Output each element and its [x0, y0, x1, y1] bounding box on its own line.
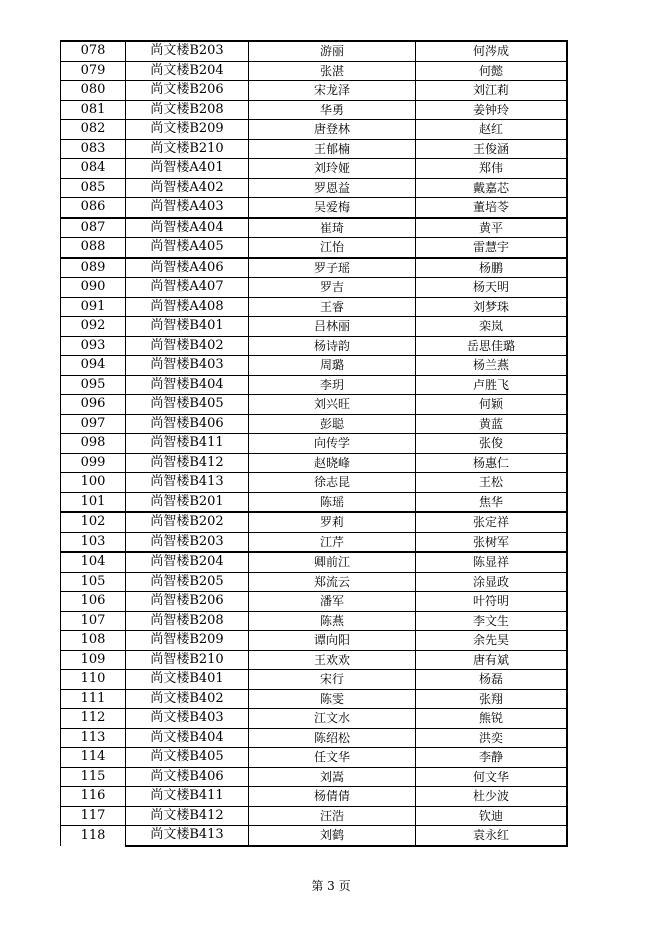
name-cell-2: 陈显祥 [416, 552, 568, 572]
room-cell: 尚智楼B202 [126, 512, 249, 532]
table-row [61, 395, 568, 415]
row-number: 081 [61, 100, 126, 120]
row-number: 085 [61, 178, 126, 198]
table-row [61, 100, 568, 120]
room-cell: 尚智楼B412 [126, 453, 249, 473]
room-cell: 尚智楼B411 [126, 434, 249, 454]
name-cell-1: 王欢欢 [249, 650, 416, 670]
table-row [61, 81, 568, 101]
room-cell: 尚智楼B208 [126, 611, 249, 631]
name-cell-1: 陈雯 [249, 689, 416, 709]
table-row [61, 453, 568, 473]
page-number: 第 3 页 [311, 879, 351, 893]
name-cell-1: 赵晓峰 [249, 453, 416, 473]
table-row [61, 611, 568, 631]
table-row [61, 120, 568, 140]
name-cell-2: 郑伟 [416, 159, 568, 179]
name-cell-2: 张俊 [416, 434, 568, 454]
table-row [61, 670, 568, 690]
table-row [61, 709, 568, 729]
name-cell-2: 何颖 [416, 395, 568, 415]
room-cell: 尚智楼B402 [126, 336, 249, 356]
row-number: 097 [61, 414, 126, 434]
room-cell: 尚智楼B413 [126, 473, 249, 493]
row-number: 094 [61, 356, 126, 376]
table-row [61, 806, 568, 826]
room-cell: 尚文楼B401 [126, 670, 249, 690]
row-number: 107 [61, 611, 126, 631]
room-cell: 尚智楼B205 [126, 572, 249, 592]
table-row [61, 238, 568, 258]
room-cell: 尚文楼B203 [126, 41, 249, 61]
name-cell-1: 彭聪 [249, 414, 416, 434]
row-number: 109 [61, 650, 126, 670]
table-row [61, 787, 568, 807]
name-cell-2: 戴嘉芯 [416, 178, 568, 198]
name-cell-1: 江文水 [249, 709, 416, 729]
room-cell: 尚智楼A405 [126, 238, 249, 258]
table-row [61, 297, 568, 317]
room-cell: 尚文楼B405 [126, 748, 249, 768]
row-number: 115 [61, 767, 126, 787]
row-number: 084 [61, 159, 126, 179]
name-cell-2: 涂显政 [416, 572, 568, 592]
name-cell-2: 杨磊 [416, 670, 568, 690]
room-cell: 尚文楼B413 [126, 826, 249, 846]
table-row [61, 532, 568, 552]
room-cell: 尚文楼B210 [126, 139, 249, 159]
room-cell: 尚文楼B404 [126, 728, 249, 748]
name-cell-1: 谭向阳 [249, 631, 416, 651]
table-row [61, 728, 568, 748]
row-number: 106 [61, 592, 126, 612]
name-cell-2: 何涔成 [416, 41, 568, 61]
name-cell-2: 卢胜飞 [416, 375, 568, 395]
name-cell-2: 王松 [416, 473, 568, 493]
room-cell: 尚智楼B209 [126, 631, 249, 651]
row-number: 093 [61, 336, 126, 356]
room-cell: 尚文楼B403 [126, 709, 249, 729]
name-cell-2: 黄平 [416, 218, 568, 238]
name-cell-2: 杨天明 [416, 278, 568, 298]
table-row [61, 767, 568, 787]
name-cell-1: 崔琦 [249, 218, 416, 238]
name-cell-2: 张树军 [416, 532, 568, 552]
table-row [61, 258, 568, 278]
name-cell-1: 刘玲娅 [249, 159, 416, 179]
name-cell-1: 罗吉 [249, 278, 416, 298]
row-number: 118 [61, 826, 126, 846]
room-cell: 尚智楼A408 [126, 297, 249, 317]
room-cell: 尚文楼B402 [126, 689, 249, 709]
room-cell: 尚智楼A404 [126, 218, 249, 238]
table-row [61, 41, 568, 61]
name-cell-1: 潘军 [249, 592, 416, 612]
name-cell-2: 洪奕 [416, 728, 568, 748]
name-cell-1: 刘嵩 [249, 767, 416, 787]
table-row [61, 198, 568, 218]
row-number: 080 [61, 81, 126, 101]
name-cell-1: 刘兴旺 [249, 395, 416, 415]
name-cell-1: 向传学 [249, 434, 416, 454]
name-cell-2: 岳思佳璐 [416, 336, 568, 356]
name-cell-1: 华勇 [249, 100, 416, 120]
name-cell-1: 罗莉 [249, 512, 416, 532]
row-number: 090 [61, 278, 126, 298]
row-number: 100 [61, 473, 126, 493]
name-cell-2: 叶符明 [416, 592, 568, 612]
name-cell-2: 余先昊 [416, 631, 568, 651]
room-cell: 尚智楼A407 [126, 278, 249, 298]
name-cell-2: 姜钟玲 [416, 100, 568, 120]
name-cell-2: 黄蓝 [416, 414, 568, 434]
name-cell-1: 周璐 [249, 356, 416, 376]
room-cell: 尚文楼B204 [126, 61, 249, 81]
room-cell: 尚智楼B401 [126, 317, 249, 337]
row-number: 086 [61, 198, 126, 218]
name-cell-2: 张定祥 [416, 512, 568, 532]
row-number: 088 [61, 238, 126, 258]
table-row [61, 689, 568, 709]
name-cell-2: 刘梦珠 [416, 297, 568, 317]
name-cell-1: 王郁楠 [249, 139, 416, 159]
room-cell: 尚智楼B404 [126, 375, 249, 395]
room-cell: 尚智楼B403 [126, 356, 249, 376]
name-cell-1: 郑流云 [249, 572, 416, 592]
name-cell-2: 唐有斌 [416, 650, 568, 670]
name-cell-2: 董培苓 [416, 198, 568, 218]
table-row [61, 178, 568, 198]
name-cell-2: 王俊涵 [416, 139, 568, 159]
name-cell-1: 杨倩倩 [249, 787, 416, 807]
name-cell-2: 熊锐 [416, 709, 568, 729]
name-cell-2: 杨惠仁 [416, 453, 568, 473]
name-cell-1: 刘鹤 [249, 826, 416, 846]
row-number: 079 [61, 61, 126, 81]
row-number: 087 [61, 218, 126, 238]
name-cell-1: 陈燕 [249, 611, 416, 631]
row-number: 117 [61, 806, 126, 826]
name-cell-1: 杨诗韵 [249, 336, 416, 356]
name-cell-2: 袁永红 [416, 826, 568, 846]
name-cell-2: 杨鹏 [416, 258, 568, 278]
room-cell: 尚文楼B411 [126, 787, 249, 807]
name-cell-1: 王睿 [249, 297, 416, 317]
name-cell-1: 徐志昆 [249, 473, 416, 493]
table-row [61, 572, 568, 592]
name-cell-1: 吕林丽 [249, 317, 416, 337]
room-cell: 尚智楼B203 [126, 532, 249, 552]
name-cell-2: 李静 [416, 748, 568, 768]
table-row [61, 473, 568, 493]
name-cell-1: 卿前江 [249, 552, 416, 572]
name-cell-1: 任文华 [249, 748, 416, 768]
name-cell-2: 钦迪 [416, 806, 568, 826]
room-cell: 尚智楼A402 [126, 178, 249, 198]
row-number: 089 [61, 258, 126, 278]
table-row [61, 139, 568, 159]
table-row [61, 512, 568, 532]
room-cell: 尚智楼B210 [126, 650, 249, 670]
name-cell-1: 宋龙泽 [249, 81, 416, 101]
name-cell-2: 何懿 [416, 61, 568, 81]
row-number: 103 [61, 532, 126, 552]
name-cell-1: 宋行 [249, 670, 416, 690]
row-number: 102 [61, 512, 126, 532]
row-number: 108 [61, 631, 126, 651]
name-cell-2: 杜少波 [416, 787, 568, 807]
row-number: 114 [61, 748, 126, 768]
table-row [61, 317, 568, 337]
room-cell: 尚文楼B209 [126, 120, 249, 140]
name-cell-2: 栾岚 [416, 317, 568, 337]
name-cell-1: 唐登林 [249, 120, 416, 140]
roster-table [60, 40, 568, 847]
name-cell-1: 江芹 [249, 532, 416, 552]
name-cell-1: 游丽 [249, 41, 416, 61]
table-row [61, 492, 568, 512]
row-number: 101 [61, 492, 126, 512]
name-cell-2: 何文华 [416, 767, 568, 787]
table-row [61, 356, 568, 376]
room-cell: 尚智楼B201 [126, 492, 249, 512]
row-number: 113 [61, 728, 126, 748]
row-number: 092 [61, 317, 126, 337]
table-row [61, 336, 568, 356]
name-cell-2: 焦华 [416, 492, 568, 512]
name-cell-1: 张湛 [249, 61, 416, 81]
table-row [61, 278, 568, 298]
table-row [61, 159, 568, 179]
row-number: 111 [61, 689, 126, 709]
row-number: 083 [61, 139, 126, 159]
name-cell-1: 汪浩 [249, 806, 416, 826]
row-number: 096 [61, 395, 126, 415]
name-cell-2: 张翔 [416, 689, 568, 709]
table-row [61, 748, 568, 768]
name-cell-1: 吴爱梅 [249, 198, 416, 218]
table-row [61, 592, 568, 612]
row-number: 099 [61, 453, 126, 473]
table-row [61, 631, 568, 651]
row-number: 116 [61, 787, 126, 807]
table-row [61, 375, 568, 395]
table-row [61, 434, 568, 454]
name-cell-1: 李玥 [249, 375, 416, 395]
room-cell: 尚智楼B406 [126, 414, 249, 434]
name-cell-1: 陈瑶 [249, 492, 416, 512]
table-row [61, 552, 568, 572]
table-row [61, 414, 568, 434]
room-cell: 尚智楼B405 [126, 395, 249, 415]
name-cell-2: 杨兰燕 [416, 356, 568, 376]
row-number: 098 [61, 434, 126, 454]
table-row [61, 650, 568, 670]
table-row [61, 218, 568, 238]
name-cell-1: 陈绍松 [249, 728, 416, 748]
row-number: 104 [61, 552, 126, 572]
row-number: 082 [61, 120, 126, 140]
room-cell: 尚文楼B412 [126, 806, 249, 826]
room-cell: 尚文楼B208 [126, 100, 249, 120]
room-cell: 尚文楼B206 [126, 81, 249, 101]
room-cell: 尚智楼A401 [126, 159, 249, 179]
room-cell: 尚智楼B206 [126, 592, 249, 612]
table-row [61, 61, 568, 81]
row-number: 091 [61, 297, 126, 317]
name-cell-2: 李文生 [416, 611, 568, 631]
room-cell: 尚智楼A403 [126, 198, 249, 218]
name-cell-2: 赵红 [416, 120, 568, 140]
room-cell: 尚文楼B406 [126, 767, 249, 787]
name-cell-1: 罗子瑶 [249, 258, 416, 278]
name-cell-2: 雷慧宇 [416, 238, 568, 258]
table-row [61, 826, 568, 846]
row-number: 112 [61, 709, 126, 729]
row-number: 078 [61, 41, 126, 61]
name-cell-1: 罗恩益 [249, 178, 416, 198]
name-cell-2: 刘江莉 [416, 81, 568, 101]
name-cell-1: 江怡 [249, 238, 416, 258]
row-number: 110 [61, 670, 126, 690]
row-number: 105 [61, 572, 126, 592]
room-cell: 尚智楼B204 [126, 552, 249, 572]
row-number: 095 [61, 375, 126, 395]
room-cell: 尚智楼A406 [126, 258, 249, 278]
